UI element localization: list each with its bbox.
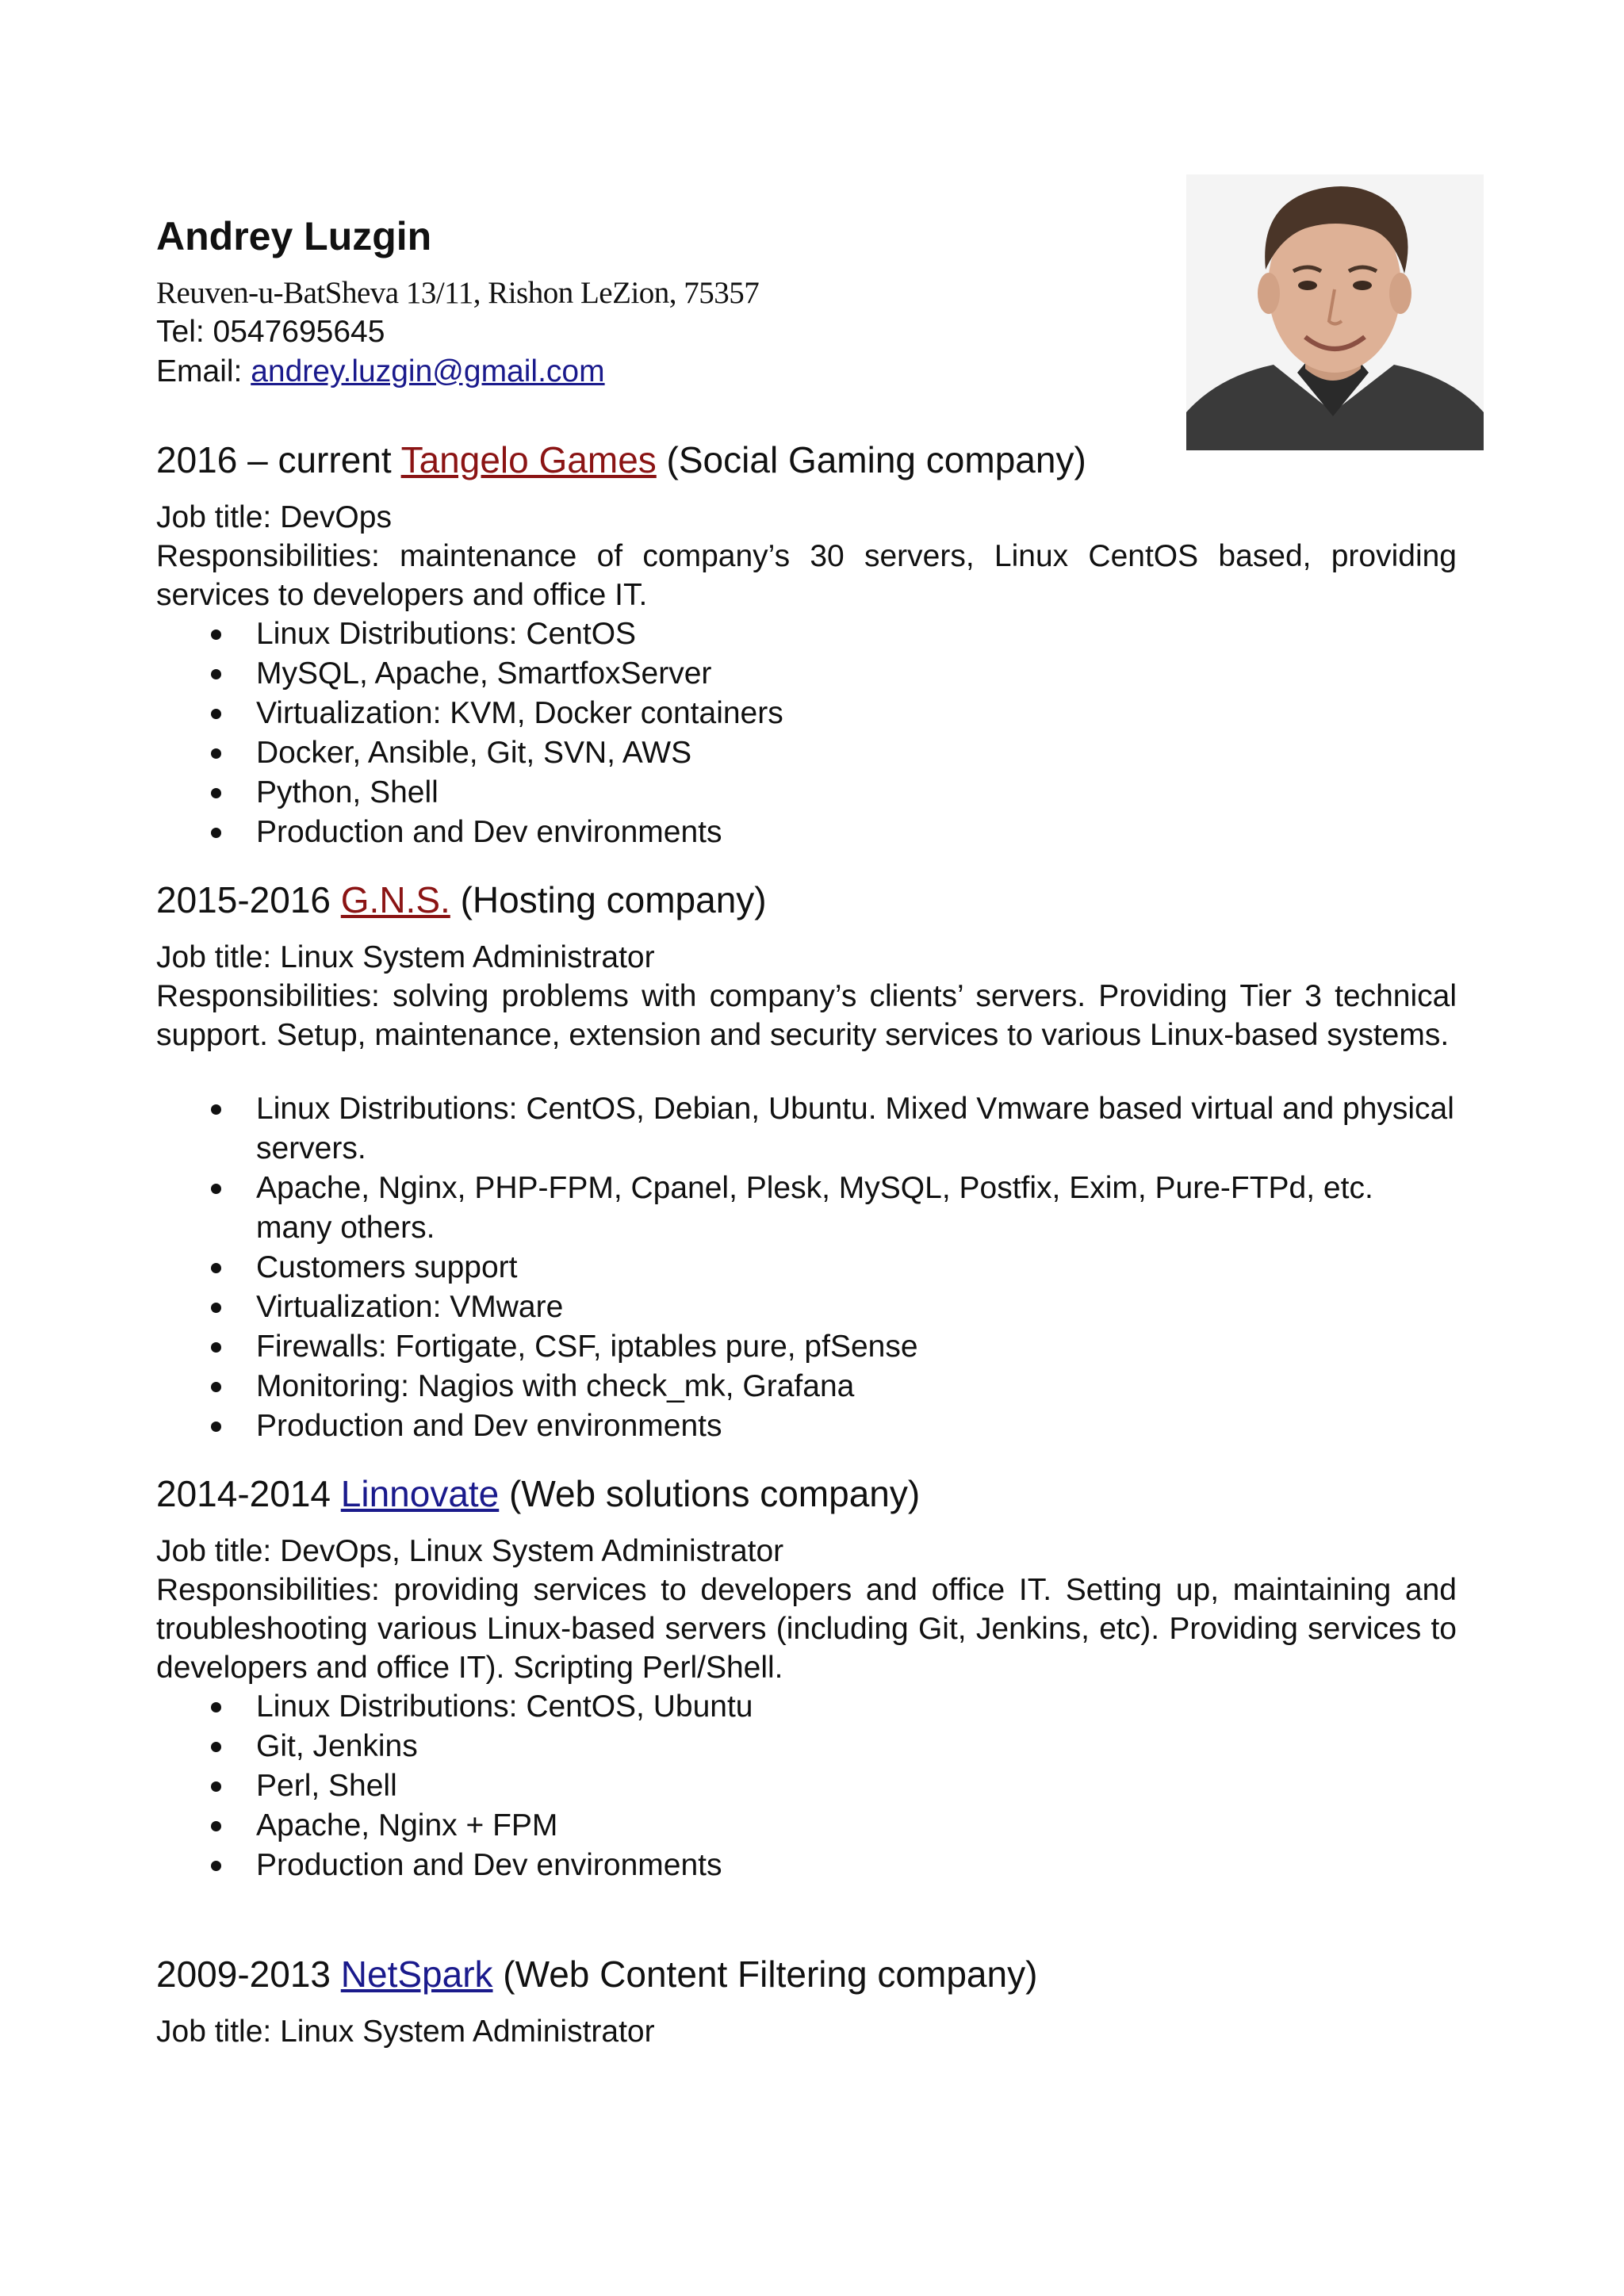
- company-link[interactable]: Tangelo Games: [400, 439, 657, 480]
- job-title: Job title: Linux System Administrator: [156, 940, 655, 974]
- company-link[interactable]: NetSpark: [340, 1954, 493, 1995]
- company-description: (Web Content Filtering company): [492, 1954, 1038, 1995]
- company-description: (Web solutions company): [499, 1473, 921, 1514]
- list-item: Python, Shell: [156, 773, 1457, 813]
- list-item: Firewalls: Fortigate, CSF, iptables pure, pfSense: [156, 1327, 1457, 1367]
- job-responsibilities: Responsibilities: providing services to developers and office IT. Setting up, maintaining and troubleshooting various Linux-based servers (including Git, Jenkins, etc). Providing services to developers and office IT). Scripting Perl/Shell.: [156, 1573, 1457, 1685]
- list-item: Perl, Shell: [156, 1766, 1457, 1806]
- company-link[interactable]: Linnovate: [340, 1473, 500, 1514]
- resume-content: [156, 212, 1457, 2051]
- list-item: Linux Distributions: CentOS, Debian, Ubuntu. Mixed Vmware based virtual and physical servers.: [156, 1089, 1457, 1169]
- list-item: MySQL, Apache, SmartfoxServer: [156, 654, 1457, 694]
- list-item: Linux Distributions: CentOS: [156, 614, 1457, 654]
- job-section: [156, 438, 1457, 852]
- job-section: [156, 878, 1457, 1446]
- job-heading: [156, 1952, 1457, 1996]
- list-item: Production and Dev environments: [156, 813, 1457, 852]
- job-section: [156, 1471, 1457, 1885]
- job-title: Job title: DevOps: [156, 500, 392, 534]
- skills-list: [156, 614, 1457, 852]
- skills-list: [156, 1089, 1457, 1446]
- job-heading: [156, 878, 1457, 922]
- skills-list: [156, 1687, 1457, 1885]
- job-responsibilities: Responsibilities: maintenance of company’s 30 servers, Linux CentOS based, providing services to developers and office IT.: [156, 539, 1457, 612]
- company-description: (Hosting company): [450, 879, 767, 920]
- list-item: Monitoring: Nagios with check_mk, Grafana: [156, 1367, 1457, 1406]
- job-section: [156, 1952, 1457, 2051]
- full-name: Andrey Luzgin: [156, 214, 432, 258]
- job-heading: [156, 438, 1457, 482]
- list-item: Production and Dev environments: [156, 1406, 1457, 1446]
- job-period: 2014-2014: [156, 1473, 341, 1514]
- phone: Tel: 0547695645: [156, 315, 385, 349]
- list-item: Apache, Nginx, PHP-FPM, Cpanel, Plesk, MySQL, Postfix, Exim, Pure-FTPd, etc. many others.: [156, 1169, 1457, 1248]
- job-period: 2016 – current: [156, 439, 401, 480]
- job-title: Job title: Linux System Administrator: [156, 2015, 655, 2049]
- list-item: Apache, Nginx + FPM: [156, 1806, 1457, 1846]
- job-title: Job title: DevOps, Linux System Administrator: [156, 1534, 784, 1568]
- company-link[interactable]: G.N.S.: [340, 879, 450, 920]
- email-link[interactable]: andrey.luzgin@gmail.com: [251, 354, 605, 388]
- list-item: Linux Distributions: CentOS, Ubuntu: [156, 1687, 1457, 1727]
- list-item: Docker, Ansible, Git, SVN, AWS: [156, 733, 1457, 773]
- list-item: Virtualization: VMware: [156, 1288, 1457, 1327]
- job-period: 2015-2016: [156, 879, 341, 920]
- job-responsibilities: Responsibilities: solving problems with company’s clients’ servers. Providing Tier 3 technical support. Setup, maintenance, extension and security services to various Linux-based systems.: [156, 979, 1457, 1052]
- list-item: Git, Jenkins: [156, 1727, 1457, 1766]
- email-label: Email:: [156, 354, 251, 388]
- list-item: Production and Dev environments: [156, 1846, 1457, 1885]
- email-line: [156, 352, 1457, 392]
- list-item: Customers support: [156, 1248, 1457, 1288]
- contact-block: [156, 212, 1457, 392]
- job-period: 2009-2013: [156, 1954, 341, 1995]
- address: Reuven-u-BatSheva 13/11, Rishon LeZion, 75357: [156, 276, 760, 310]
- list-item: Virtualization: KVM, Docker containers: [156, 694, 1457, 733]
- company-description: (Social Gaming company): [656, 439, 1086, 480]
- job-heading: [156, 1471, 1457, 1516]
